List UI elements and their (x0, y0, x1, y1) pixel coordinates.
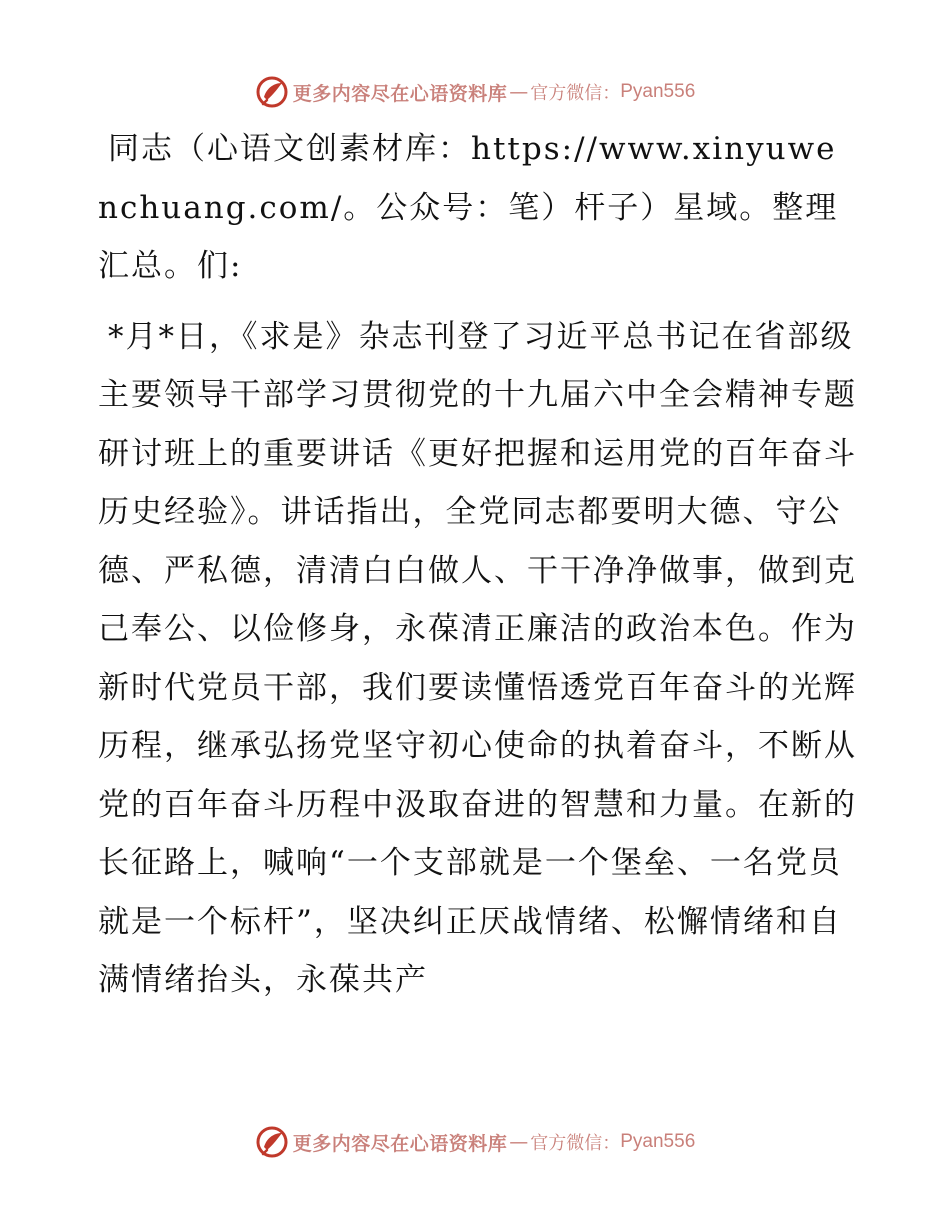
banner-text: 更多内容尽在心语资料库 (292, 1132, 508, 1155)
header-banner (0, 70, 950, 114)
paragraph-2-text: *月*日，《求是》杂志刊登了习近平总书记在省部级主要领导干部学习贯彻党的十九届六中全会精神专题研讨班上的重要讲话《更好把握和运用党的百年奋斗历史经验》。讲话指出，全党同志都要明大德、守公德、严私德，清清白白做人、干干净净做事，做到克己奉公、以俭修身，永葆清正廉洁的政治本色。作为新时代党员干部，我们要读懂悟透党百年奋斗的光辉历程，继承弘扬党坚守初心使命的执着奋斗，不断从党的百年奋斗历程中汲取奋进的智慧和力量。在新的长征路上，喊响“一个支部就是一个堡垒、一名党员就是一个标杆”，坚决纠正厌战情绪、松懈情绪和自满情绪抬头，永葆共产 (98, 318, 857, 998)
banner-wechat-id: Pyan556 (620, 81, 696, 102)
banner-wechat-id: Pyan556 (620, 1131, 696, 1152)
banner-text: 更多内容尽在心语资料库 (292, 82, 508, 105)
paragraph-1 (98, 120, 858, 296)
document-body (98, 120, 858, 1010)
paragraph-2 (98, 308, 858, 1010)
brand-logo-icon (255, 75, 289, 109)
banner-separator: — (509, 81, 529, 103)
banner-wechat-label: 官方微信： (530, 83, 621, 104)
banner-wechat-label: 官方微信： (530, 1133, 621, 1154)
paragraph-1-text: 同志（心语文创素材库：https://www.xinyuwenchuang.com/。公众号：笔）杆子）星域。整理汇总。们: (98, 131, 839, 284)
brand-logo-icon (255, 1125, 289, 1159)
banner-separator: — (509, 1131, 529, 1153)
footer-banner (0, 1120, 950, 1164)
